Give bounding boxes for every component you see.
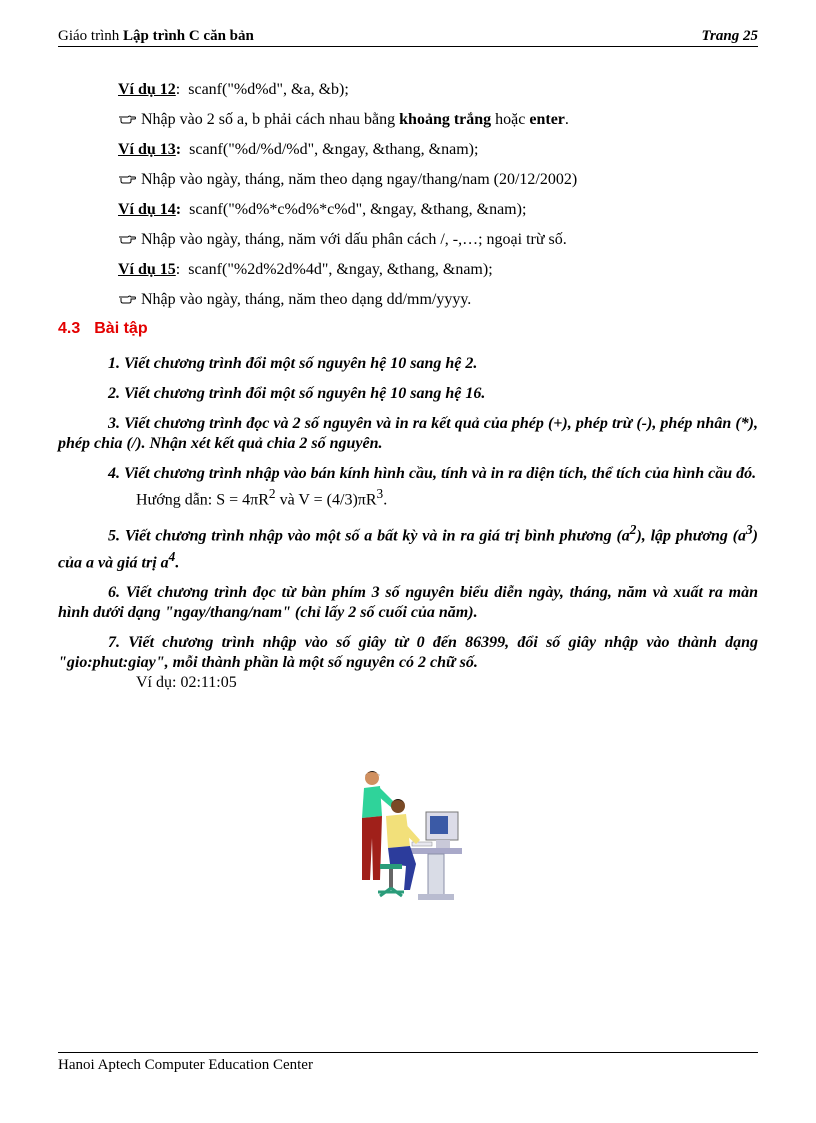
exercise-5: 5. Viết chương trình nhập vào một số a bất kỳ và in ra giá trị bình phương $(a^2)$, lập phương $(a^3)$ của a và giá trị $a^4$.: [58, 522, 758, 571]
exercise-3: 3. Viết chương trình đọc và 2 số nguyên và in ra kết quả của phép (+), phép trừ (-), phép nhân (*), phép chia (/). Nhận xét kết quả chia 2 số nguyên.: [58, 415, 758, 452]
exercise-4-hint: Hướng dẫn: $S = 4\pi R^2$ và $V = (4/3)\pi R^3$.: [136, 486, 388, 509]
exercise-7: 7. Viết chương trình nhập vào số giây từ 0 đến 86399, đổi số giây nhập vào thành dạng "gio:phut:giay", mỗi thành phần là một số nguyên có 2 chữ số.: [58, 633, 758, 671]
desk-base: [418, 894, 454, 900]
header-course-title: Giáo trình Lập trình C căn bản: [58, 28, 254, 44]
desk-leg: [428, 854, 444, 896]
pointing-hand-icon: [118, 113, 136, 125]
example-15: Ví dụ 15: scanf("%2d%2d%4d", &ngay, &thang, &nam);: [118, 261, 493, 278]
monitor-stand: [436, 840, 450, 848]
exercise-1: 1. Viết chương trình đổi một số nguyên hệ 10 sang hệ 2.: [108, 355, 478, 372]
exercise-7-hint: Ví dụ: 02:11:05: [136, 673, 237, 691]
page-footer: Hanoi Aptech Computer Education Center: [58, 1052, 758, 1074]
woman-shirt: [362, 786, 382, 818]
monitor-screen: [430, 816, 448, 834]
header-page-number: Trang 25: [701, 28, 758, 44]
chair-post: [389, 869, 393, 889]
pointing-hand-icon: [118, 293, 136, 305]
example-12: Ví dụ 12: scanf("%d%d", &a, &b);: [118, 81, 349, 98]
exercise-4: 4. Viết chương trình nhập vào bán kính hình cầu, tính và in ra diện tích, thể tích của hình cầu đó.: [108, 465, 757, 482]
chair-seat: [380, 864, 402, 869]
example-13: Ví dụ 13: scanf("%d/%d/%d", &ngay, &thang, &nam);: [118, 141, 479, 158]
chair-base: [378, 888, 404, 896]
example-15-note: Nhập vào ngày, tháng, năm theo dạng dd/mm/yyyy.: [118, 290, 758, 310]
people-at-computer-illustration: [340, 768, 470, 908]
page-header: [58, 26, 758, 47]
example-12-note: Nhập vào 2 số a, b phải cách nhau bằng khoảng trắng hoặc enter.: [118, 110, 758, 130]
pointing-hand-icon: [118, 233, 136, 245]
page-content: [58, 80, 758, 703]
example-14: Ví dụ 14: scanf("%d%*c%d%*c%d", &ngay, &thang, &nam);: [118, 201, 527, 218]
exercise-6: 6. Viết chương trình đọc từ bàn phím 3 số nguyên biểu diễn ngày, tháng, năm và xuất ra màn hình dưới dạng "ngay/thang/nam" (chỉ lấy 2 số cuối của năm).: [58, 583, 758, 621]
section-heading: 4.3 Bài tập: [58, 320, 148, 337]
example-14-note: Nhập vào ngày, tháng, năm với dấu phân cách /, -,…; ngoại trừ số.: [118, 230, 758, 250]
example-13-note: Nhập vào ngày, tháng, năm theo dạng ngay/thang/nam (20/12/2002): [118, 170, 758, 190]
woman-pants: [362, 816, 382, 880]
woman-head: [365, 771, 379, 785]
desk-top: [410, 848, 462, 854]
exercise-2: 2. Viết chương trình đổi một số nguyên hệ 10 sang hệ 16.: [108, 385, 486, 402]
man-head: [391, 799, 405, 813]
pointing-hand-icon: [118, 173, 136, 185]
